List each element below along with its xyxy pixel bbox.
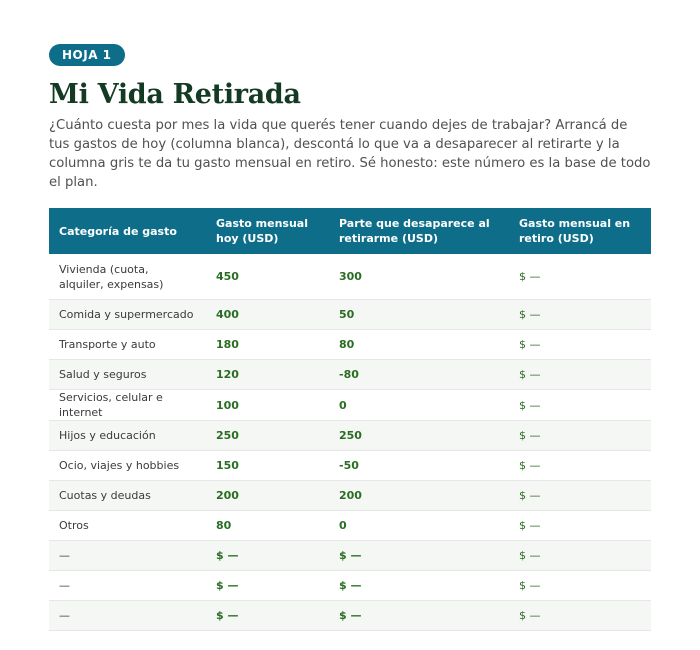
category-cell[interactable]: Transporte y auto <box>49 330 206 360</box>
table-header-row <box>49 208 651 254</box>
today-cell[interactable]: 150 <box>206 451 329 481</box>
retired-cell: $ — <box>509 421 651 451</box>
category-cell[interactable]: Servicios, celular e internet <box>49 390 206 421</box>
table-row <box>49 254 651 300</box>
today-cell[interactable]: $ — <box>206 571 329 601</box>
category-cell[interactable]: — <box>49 601 206 631</box>
today-cell[interactable]: 450 <box>206 254 329 300</box>
gone-cell[interactable]: 50 <box>329 300 509 330</box>
today-cell[interactable]: $ — <box>206 541 329 571</box>
retired-cell: $ — <box>509 300 651 330</box>
table-row <box>49 571 651 601</box>
gone-cell[interactable]: 0 <box>329 511 509 541</box>
category-cell[interactable]: Cuotas y deudas <box>49 481 206 511</box>
today-cell[interactable]: $ — <box>206 601 329 631</box>
table-row <box>49 481 651 511</box>
retired-cell: $ — <box>509 451 651 481</box>
table-row <box>49 360 651 390</box>
table-row <box>49 541 651 571</box>
intro-paragraph: ¿Cuánto cuesta por mes la vida que querés tener cuando dejes de trabajar? Arrancá de tus gastos de hoy (columna blanca), descontá lo que va a desaparecer al retirarte y la columna gris te da tu gasto mensual en retiro. Sé honesto: este número es la base de todo el plan. <box>49 118 651 190</box>
retired-cell: $ — <box>509 330 651 360</box>
category-cell[interactable]: Ocio, viajes y hobbies <box>49 451 206 481</box>
today-cell[interactable]: 80 <box>206 511 329 541</box>
table-row <box>49 421 651 451</box>
category-cell[interactable]: — <box>49 571 206 601</box>
expense-table <box>49 208 651 631</box>
category-cell[interactable]: Hijos y educación <box>49 421 206 451</box>
retired-cell: $ — <box>509 541 651 571</box>
retired-cell: $ — <box>509 511 651 541</box>
page-title: Mi Vida Retirada <box>49 79 301 110</box>
table-row <box>49 390 651 421</box>
table-row <box>49 451 651 481</box>
header-retired: Gasto mensual en retiro (USD) <box>509 208 651 254</box>
header-today: Gasto mensual hoy (USD) <box>206 208 329 254</box>
gone-cell[interactable]: 80 <box>329 330 509 360</box>
category-cell[interactable]: Otros <box>49 511 206 541</box>
retired-cell: $ — <box>509 390 651 421</box>
today-cell[interactable]: 200 <box>206 481 329 511</box>
gone-cell[interactable]: $ — <box>329 571 509 601</box>
table-row <box>49 511 651 541</box>
gone-cell[interactable]: 250 <box>329 421 509 451</box>
gone-cell[interactable]: $ — <box>329 601 509 631</box>
table-row <box>49 300 651 330</box>
today-cell[interactable]: 400 <box>206 300 329 330</box>
category-cell[interactable]: Comida y supermercado <box>49 300 206 330</box>
retired-cell: $ — <box>509 254 651 300</box>
sheet-badge: HOJA 1 <box>49 44 125 66</box>
gone-cell[interactable]: -80 <box>329 360 509 390</box>
retired-cell: $ — <box>509 360 651 390</box>
gone-cell[interactable]: 200 <box>329 481 509 511</box>
gone-cell[interactable]: 300 <box>329 254 509 300</box>
retired-cell: $ — <box>509 571 651 601</box>
gone-cell[interactable]: -50 <box>329 451 509 481</box>
header-category: Categoría de gasto <box>49 208 206 254</box>
gone-cell[interactable]: $ — <box>329 541 509 571</box>
today-cell[interactable]: 120 <box>206 360 329 390</box>
gone-cell[interactable]: 0 <box>329 390 509 421</box>
category-cell[interactable]: Vivienda (cuota, alquiler, expensas) <box>49 254 206 300</box>
header-gone: Parte que desaparece al retirarme (USD) <box>329 208 509 254</box>
retired-cell: $ — <box>509 481 651 511</box>
today-cell[interactable]: 250 <box>206 421 329 451</box>
today-cell[interactable]: 180 <box>206 330 329 360</box>
table-row <box>49 601 651 631</box>
retired-cell: $ — <box>509 601 651 631</box>
category-cell[interactable]: Salud y seguros <box>49 360 206 390</box>
today-cell[interactable]: 100 <box>206 390 329 421</box>
table-row <box>49 330 651 360</box>
category-cell[interactable]: — <box>49 541 206 571</box>
